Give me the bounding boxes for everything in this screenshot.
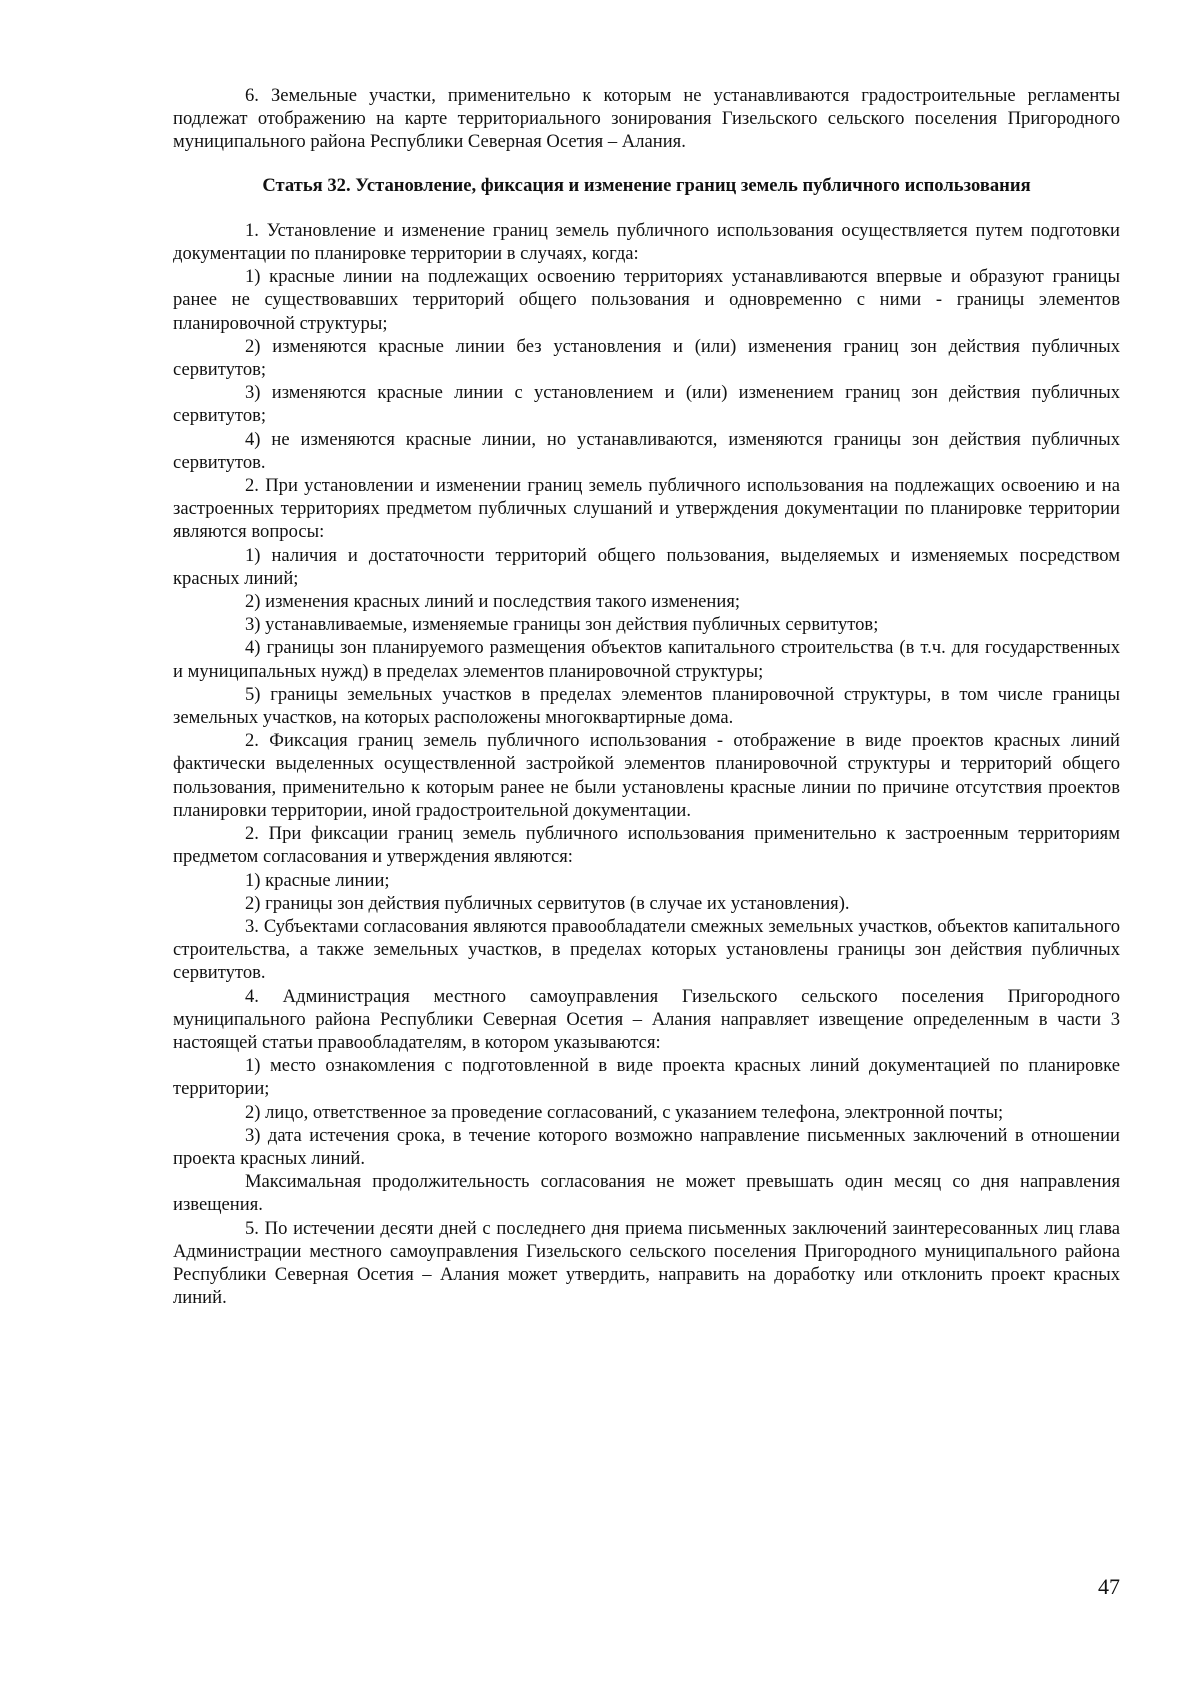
- article-heading: Статья 32. Установление, фиксация и изменение границ земель публичного использования: [262, 174, 1031, 196]
- paragraph-7: 1) наличия и достаточности территорий общего пользования, выделяемых и изменяемых посредством красных линий;: [173, 544, 1120, 589]
- paragraph-13: 2. При фиксации границ земель публичного использования применительно к застроенным территориям предметом согласования и утверждения являются:: [173, 823, 1120, 868]
- paragraph-19: 2) лицо, ответственное за проведение согласований, с указанием телефона, электронной почты;: [245, 1101, 1004, 1123]
- intro-paragraph: 6. Земельные участки, применительно к которым не устанавливаются градостроительные регламенты подлежат отображению на карте территориального зонирования Гизельского сельского поселения Пригородного муниципального района Республики Северная Осетия – Алания.: [173, 85, 1120, 153]
- paragraph-5: 4) не изменяются красные линии, но устанавливаются, изменяются границы зон действия публичных сервитутов.: [173, 428, 1120, 473]
- paragraph-14: 1) красные линии;: [245, 869, 390, 891]
- paragraph-12: 2. Фиксация границ земель публичного использования - отображение в виде проектов красных линий фактически выделенных осуществленной застройкой элементов планировочной структуры и территорий общего пользования, применительно к которым ранее не были установлены красные линии по причине отсутствия проектов планировки территории, иной градостроительной документации.: [173, 730, 1120, 821]
- paragraph-21: Максимальная продолжительность согласования не может превышать один месяц со дня направления извещения.: [173, 1171, 1120, 1216]
- paragraph-2: 1) красные линии на подлежащих освоению территориях устанавливаются впервые и образуют границы ранее не существовавших территорий общего пользования и одновременно с ними - границы элементов планировочной структуры;: [173, 266, 1120, 334]
- paragraph-20: 3) дата истечения срока, в течение которого возможно направление письменных заключений в отношении проекта красных линий.: [173, 1124, 1120, 1169]
- paragraph-6: 2. При установлении и изменении границ земель публичного использования на подлежащих освоению и на застроенных территориях предметом публичных слушаний и утверждения документации по планировке территории являются вопросы:: [173, 475, 1120, 543]
- paragraph-4: 3) изменяются красные линии с установлением и (или) изменением границ зон действия публичных сервитутов;: [173, 382, 1120, 427]
- paragraph-15: 2) границы зон действия публичных сервитутов (в случае их установления).: [245, 892, 850, 914]
- paragraph-10: 4) границы зон планируемого размещения объектов капитального строительства (в т.ч. для государственных и муниципальных нужд) в пределах элементов планировочной структуры;: [173, 637, 1120, 682]
- paragraph-18: 1) место ознакомления с подготовленной в виде проекта красных линий документацией по планировке территории;: [173, 1055, 1120, 1100]
- paragraph-8: 2) изменения красных линий и последствия такого изменения;: [245, 591, 741, 613]
- page-content: [173, 84, 1120, 1309]
- paragraph-1: 1. Установление и изменение границ земель публичного использования осуществляется путем подготовки документации по планировке территории в случаях, когда:: [173, 219, 1120, 265]
- paragraph-17: 4. Администрация местного самоуправления Гизельского сельского поселения Пригородного муниципального района Республики Северная Осетия – Алания направляет извещение определенным в части 3 настоящей статьи правообладателям, в котором указываются:: [173, 985, 1120, 1053]
- paragraph-16: 3. Субъектами согласования являются правообладатели смежных земельных участков, объектов капитального строительства, а также земельных участков, в пределах которых установлены границы зон действия публичных сервитутов.: [173, 915, 1120, 984]
- paragraph-9: 3) устанавливаемые, изменяемые границы зон действия публичных сервитутов;: [245, 614, 879, 636]
- paragraph-22: 5. По истечении десяти дней с последнего дня приема письменных заключений заинтересованных лиц глава Администрации местного самоуправления Гизельского сельского поселения Пригородного муниципального района Республики Северная Осетия – Алания может утвердить, направить на доработку или отклонить проект красных линий.: [173, 1217, 1120, 1309]
- page-number: 47: [1098, 1574, 1120, 1599]
- paragraph-3: 2) изменяются красные линии без установления и (или) изменения границ зон действия публичных сервитутов;: [173, 335, 1120, 381]
- paragraph-11: 5) границы земельных участков в пределах элементов планировочной структуры, в том числе границы земельных участков, на которых расположены многоквартирные дома.: [173, 683, 1120, 729]
